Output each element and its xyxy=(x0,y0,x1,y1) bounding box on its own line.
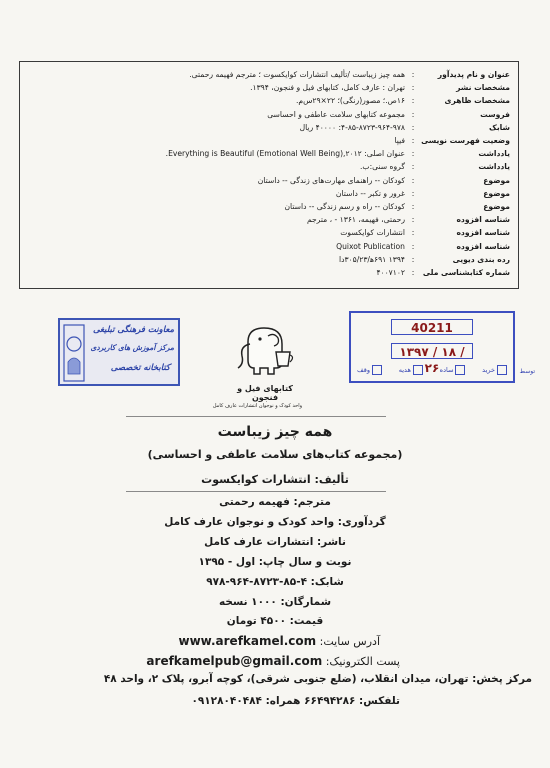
cip-row xyxy=(20,226,518,239)
book-publisher: ناشر: انتشارات عارف کامل xyxy=(204,536,346,548)
divider-line xyxy=(126,416,386,417)
book-edition: نوبت و سال چاپ: اول - ۱۳۹۵ xyxy=(198,556,352,568)
cip-value: همه چیز زیباست /تألیف انتشارات کوایکسوت ؛ مترجم فهیمه رحمتی. xyxy=(189,70,405,79)
logo-subtitle: واحد کودک و نوجوان انتشارات عارف کامل xyxy=(212,403,302,409)
cip-value: مجموعه کتابهای سلامت عاطفی و احساسی xyxy=(267,109,405,119)
website-label: آدرس سایت: xyxy=(319,635,380,648)
cip-colon: : xyxy=(411,149,415,159)
publisher-logo xyxy=(212,322,302,409)
book-compiler: گردآوری: واحد کودک و نوجوان عارف کامل xyxy=(164,516,386,528)
cip-row xyxy=(20,266,518,279)
book-title: همه چیز زیباست xyxy=(217,424,333,440)
cip-value: تهران : عارف کامل، کتابهای فیل و فنجون، ۱۳۹۴. xyxy=(250,83,405,93)
cip-label: موضوع xyxy=(483,202,510,211)
cip-value: ۴۰۰۷۱۰۲ xyxy=(376,268,405,277)
cip-colon: : xyxy=(411,254,415,264)
cip-row xyxy=(20,121,518,134)
cip-label: شناسه افزوده xyxy=(456,228,510,238)
cip-label: مشخصات ظاهری xyxy=(444,96,510,106)
email-label: پست الکترونیک: xyxy=(325,655,400,668)
check-purchase: خرید xyxy=(482,365,507,375)
book-price: قیمت: ۴۵۰۰ تومان xyxy=(226,615,324,627)
cip-row xyxy=(20,240,518,253)
cip-colon: : xyxy=(411,241,415,251)
cip-colon: : xyxy=(411,122,415,132)
cip-value: ۱۳۹۴ ۶۹۱ه‍/۳۰۵/۲۳دا xyxy=(338,254,405,264)
library-accession-stamp xyxy=(349,311,535,383)
cip-label: شناسه افزوده xyxy=(456,215,510,225)
cip-colon: : xyxy=(411,109,415,119)
cip-label: عنوان و نام پدیدآور xyxy=(437,70,510,79)
email-line xyxy=(146,654,400,668)
stamp-side-label: توسط xyxy=(519,368,535,375)
cip-colon: : xyxy=(411,175,415,185)
cip-row xyxy=(20,94,518,107)
cip-label: شماره کتابشناسی ملی xyxy=(422,268,510,277)
check-endowment: وقف xyxy=(357,365,382,375)
seal-emblem-icon xyxy=(63,324,85,382)
cip-row xyxy=(20,253,518,266)
accession-number: 40211 xyxy=(391,319,473,335)
cip-label: مشخصات نشر xyxy=(456,83,510,93)
cip-label: موضوع xyxy=(483,188,510,198)
cip-row xyxy=(20,68,518,81)
cip-value: کودکان -- راهنمای مهارت‌های زندگی -- داستان xyxy=(257,175,405,185)
cip-value: رحمتی، فهیمه، ۱۳۶۱ - ، مترجم xyxy=(306,215,405,225)
cip-colon: : xyxy=(411,136,415,145)
cip-label: موضوع xyxy=(483,175,510,185)
cip-value: فیپا xyxy=(394,136,405,145)
book-author: تألیف: انتشارات کوایکسوت xyxy=(201,473,349,486)
cip-value: غرور و تکبر -- داستان xyxy=(335,188,405,198)
library-seal-stamp xyxy=(58,318,180,386)
check-gift: هدیه xyxy=(399,365,423,375)
logo-name: کتابهای فیل و فنجون xyxy=(237,384,293,402)
cip-label: یادداشت xyxy=(478,149,510,159)
cip-colon: : xyxy=(411,202,415,211)
acquisition-type-checks xyxy=(357,364,507,376)
cip-value: انتشارات کوایکسوت xyxy=(340,228,405,238)
cip-row xyxy=(20,174,518,187)
cip-row xyxy=(20,108,518,121)
cip-colon: : xyxy=(411,268,415,277)
cip-value: کودکان -- راه و رسم زندگی -- داستان xyxy=(284,202,405,211)
cip-colon: : xyxy=(411,83,415,93)
cip-colon: : xyxy=(411,228,415,238)
check-simple: ساده xyxy=(440,365,466,375)
seal-line-2: مرکز آموزش های کاربردی xyxy=(90,343,174,352)
cip-colon: : xyxy=(411,162,415,172)
email-link[interactable]: arefkamelpub@gmail.com xyxy=(146,654,323,668)
cip-label: یادداشت xyxy=(478,162,510,172)
website-line xyxy=(178,634,380,648)
cip-label: وضعیت فهرست نویسی xyxy=(421,136,510,145)
cip-colon: : xyxy=(411,188,415,198)
cip-row xyxy=(20,187,518,200)
cip-row xyxy=(20,147,518,160)
accession-date: ۱۳۹۷ / ۱۸ / ۲۶ xyxy=(391,343,473,359)
book-series: (مجموعه کتاب‌های سلامت عاطفی و احساسی) xyxy=(147,448,403,461)
cip-label: شابک xyxy=(489,122,510,132)
cip-value: Quixot Publication xyxy=(336,241,405,251)
cip-colon: : xyxy=(411,215,415,225)
website-link[interactable]: www.arefkamel.com xyxy=(178,634,317,648)
cip-value: ۴-۸۵-۸۷۲۳-۹۶۴-۹۷۸: ۴۰۰۰۰ ریال xyxy=(299,122,405,132)
cip-catalog-box xyxy=(19,61,519,289)
cip-row xyxy=(20,81,518,94)
elephant-cup-icon xyxy=(234,322,296,380)
cip-colon: : xyxy=(411,96,415,106)
cip-row xyxy=(20,200,518,213)
cip-value: ۱۶ص.؛ مصور(رنگی)؛ ۲۲×۲۹س‌م. xyxy=(295,96,405,106)
seal-line-3: کتابخانه تخصصی xyxy=(110,363,170,373)
cip-label: فروست xyxy=(480,109,510,119)
phone-line: تلفکس: ۶۶۴۹۴۲۸۶ همراه: ۰۹۱۲۸۰۴۰۴۸۴ xyxy=(191,695,400,707)
book-isbn: شابک: ۴-۸۵-۸۷۲۳-۹۶۴-۹۷۸ xyxy=(206,576,344,588)
cip-value: عنوان اصلی: Everything is Beautiful (Emotional Well Being),۲۰۱۲. xyxy=(165,149,405,159)
cip-row xyxy=(20,213,518,226)
book-print-run: شمارگان: ۱۰۰۰ نسخه xyxy=(218,596,332,608)
cip-label: شناسه افزوده xyxy=(456,241,510,251)
cip-row xyxy=(20,134,518,147)
book-translator: مترجم: فهیمه رحمتی xyxy=(219,496,331,508)
distribution-address: مرکز پخش: تهران، میدان انقلاب، (ضلع جنوبی شرقی)، کوچه آبرو، پلاک ۲، واحد ۴۸ xyxy=(103,673,532,685)
seal-line-1: معاونت فرهنگی تبلیغی xyxy=(92,325,174,335)
cip-label: رده بندی دیویی xyxy=(452,254,510,264)
cip-value: گروه سنی:ب. xyxy=(360,162,405,172)
divider-line xyxy=(126,491,386,492)
cip-row xyxy=(20,160,518,173)
cip-colon: : xyxy=(411,70,415,79)
